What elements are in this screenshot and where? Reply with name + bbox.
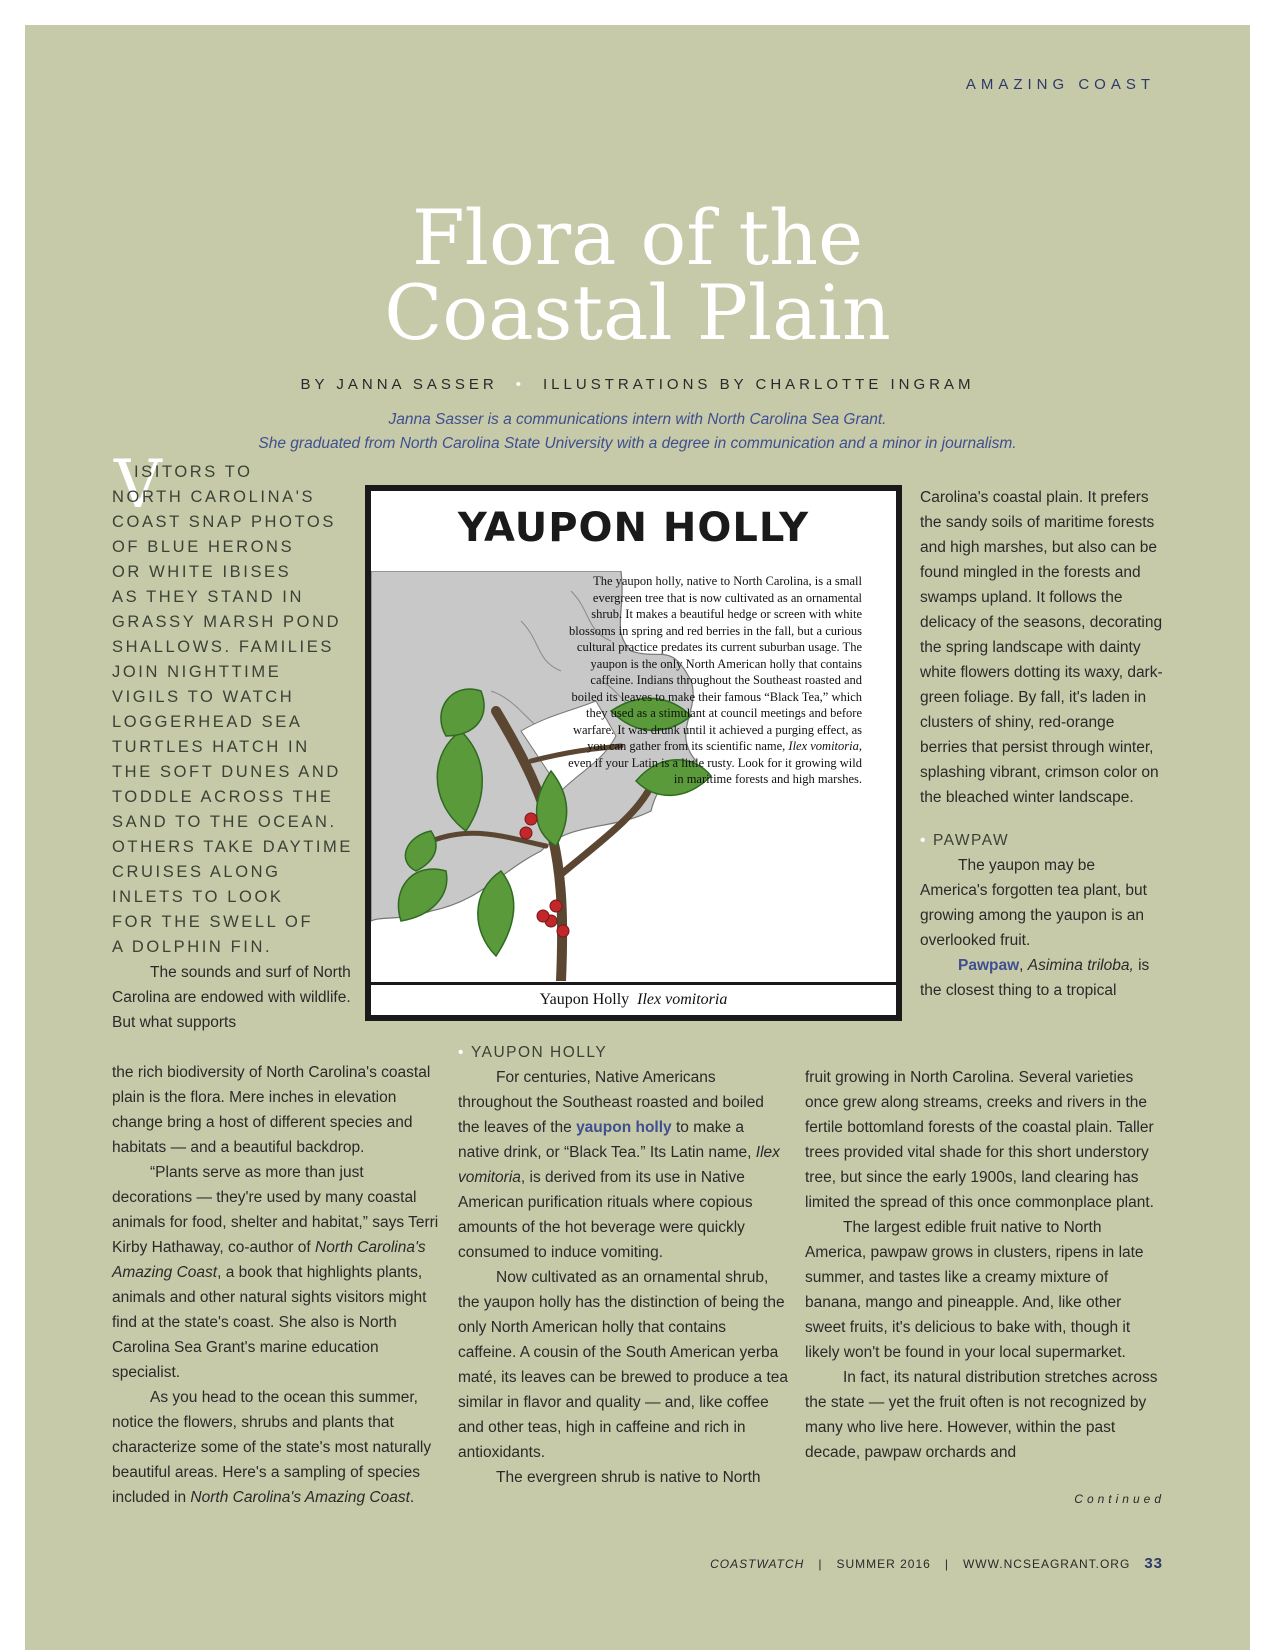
drop-cap: V — [114, 446, 162, 523]
text: For centuries, Native Americans throughout the Southeast roasted and boiled the leaves of the — [458, 1069, 764, 1136]
footer-separator: | — [818, 1557, 823, 1571]
col1-top — [112, 960, 352, 1035]
website-link[interactable]: WWW.NCSEAGRANT.ORG — [962, 1557, 1131, 1571]
col1-body — [112, 1060, 442, 1510]
col3-top — [920, 485, 1165, 1003]
subhead-yaupon-holly — [458, 1040, 788, 1065]
illustration-title: YAUPON HOLLY — [457, 505, 810, 551]
paragraph — [112, 1160, 442, 1385]
byline-separator: • — [515, 376, 526, 393]
paragraph: the rich biodiversity of North Carolina's coastal plain is the flora. Mere inches in elevation change bring a host of different species and habitats — and a beautiful backdrop. — [112, 1064, 431, 1156]
col3-body — [805, 1065, 1165, 1465]
page-number: 33 — [1144, 1555, 1163, 1572]
lead-line: FOR THE SWELL OF — [112, 913, 314, 931]
col2-body — [458, 1040, 788, 1490]
lead-line: NORTH CAROLINA'S — [112, 488, 316, 506]
yaupon-holly-link[interactable]: yaupon holly — [576, 1119, 672, 1136]
lead-line: JOIN NIGHTTIME — [112, 663, 282, 681]
author-note-line-2: She graduated from North Carolina State University with a degree in communication and a minor in journalism. — [258, 435, 1017, 452]
lead-line: AS THEY STAND IN — [112, 588, 304, 606]
text: As you head to the ocean this summer, notice the flowers, shrubs and plants that characterize some of the state's most naturally beautiful areas. Here's a sampling of species included in — [112, 1389, 432, 1506]
text: The yaupon holly, native to North Carolina, is a small evergreen tree that is now cultivated as an ornamental shrub. It makes a beautiful hedge or screen with white blossoms in spring and red berries in the fall, but a curious cultural practice predates its current suburban usage. The yaupon is the only North American holly that contains caffeine. Indians throughout the Southeast roasted and boiled its leaves to make their famous “Black Tea,” which they used as a stimulant at council meetings and before warfare. It was drunk until it achieved a purging effect, as you can gather from its scientific name, — [569, 574, 862, 753]
byline — [0, 376, 1275, 393]
text: , is derived from its use in Native American purification rituals where copious amounts of the hot beverage were quickly consumed to induce vomiting. — [458, 1169, 753, 1261]
book-title: North Carolina's Amazing Coast — [112, 1239, 426, 1281]
lead-line: SHALLOWS. FAMILIES — [112, 638, 334, 656]
bullet-icon: • — [920, 832, 927, 849]
text: “Plants serve as more than just decorations — they're used by many coastal animals for food, shelter and habitat,” says Terri Kirby Hathaway, co-author of — [112, 1164, 439, 1256]
title-line-2: Coastal Plain — [384, 268, 891, 357]
lead-line: COAST SNAP PHOTOS — [112, 513, 336, 531]
bullet-icon: • — [458, 1044, 465, 1061]
lead-line: LOGGERHEAD SEA — [112, 713, 303, 731]
lead-line: INLETS TO LOOK — [112, 888, 284, 906]
paragraph: fruit growing in North Carolina. Several varieties once grew along streams, creeks and rivers in the fertile bottomland forests of the coastal plain. Taller trees provided vital shade for this short understory tree, but since the early 1900s, land clearing has limited the spread of this once commonplace plant. — [805, 1069, 1154, 1211]
caption-common-name: Yaupon Holly — [539, 991, 630, 1008]
yaupon-holly-illustration — [365, 485, 902, 1021]
paragraph: Carolina's coastal plain. It prefers the sandy soils of maritime forests and high marshes, but also can be found mingled in the forests and swamps upland. It follows the delicacy of the seasons, decorating the spring landscape with dainty white flowers dotting its waxy, dark-green foliage. By fall, it's laden in clusters of shiny, red-orange berries that persist through winter, splashing vibrant, crimson color on the bleached winter landscape. — [920, 489, 1163, 806]
section-tag: AMAZING COAST — [965, 76, 1155, 93]
lead-line: TURTLES HATCH IN — [112, 738, 310, 756]
continued-label: Continued — [1074, 1492, 1165, 1506]
lead-paragraph — [112, 460, 352, 960]
lead-line: THE SOFT DUNES AND — [112, 763, 341, 781]
latin-name: Ilex vomitoria — [458, 1144, 780, 1186]
latin-name: Asimina triloba, — [1027, 957, 1134, 974]
lead-line: OR WHITE IBISES — [112, 563, 292, 581]
lead-line: GRASSY MARSH POND — [112, 613, 342, 631]
paragraph — [458, 1065, 788, 1265]
paragraph: The largest edible fruit native to North America, pawpaw grows in clusters, ripens in late summer, and tastes like a creamy mixture of banana, mango and pineapple. And, like other sweet fruits, it's delicious to bake with, though it likely won't be found in your local supermarket. — [805, 1219, 1144, 1361]
paragraph: The evergreen shrub is native to North — [496, 1469, 761, 1486]
illustration-panel — [371, 491, 896, 1015]
paragraph — [112, 1385, 442, 1510]
text: is — [1133, 957, 1150, 974]
illustration-caption — [371, 982, 896, 1015]
lead-line: A DOLPHIN FIN. — [112, 938, 273, 956]
paragraph: The yaupon may be America's forgotten tea plant, but growing among the yaupon is an overlooked fruit. — [920, 857, 1147, 949]
footer-separator: | — [944, 1557, 949, 1571]
lead-line: SAND TO THE OCEAN. — [112, 813, 337, 831]
subhead-text: PAWPAW — [932, 832, 1010, 849]
book-title: North Carolina's Amazing Coast — [190, 1489, 410, 1506]
lead-line: CRUISES ALONG — [112, 863, 281, 881]
paragraph: Now cultivated as an ornamental shrub, the yaupon holly has the distinction of being the only North American holly that contains caffeine. A cousin of the South American yerba maté, its leaves can be brewed to produce a tea similar in flavor and quality — and, like coffee and other teas, high in caffeine and rich in antioxidants. — [458, 1269, 789, 1461]
paragraph: In fact, its natural distribution stretches across the state — yet the fruit often is not recognized by many who live here. However, within the past decade, pawpaw orchards and — [805, 1369, 1158, 1461]
author-note-line-1: Janna Sasser is a communications intern with North Carolina Sea Grant. — [388, 411, 887, 428]
lead-line: ISITORS TO — [134, 463, 253, 481]
paragraph: the closest thing to a tropical — [920, 982, 1117, 999]
page-footer — [710, 1555, 1163, 1572]
caption-latin-name: Ilex vomitoria — [637, 991, 728, 1008]
lead-line: OF BLUE HERONS — [112, 538, 295, 556]
paragraph: The sounds and surf of North Carolina are endowed with wildlife. But what supports — [112, 964, 351, 1031]
text: . — [409, 1489, 415, 1506]
text: to make a native drink, or “Black Tea.” Its Latin name, — [458, 1119, 756, 1161]
byline-illustrator: ILLUSTRATIONS BY CHARLOTTE INGRAM — [543, 376, 975, 393]
illustration-text — [562, 573, 862, 788]
paragraph: Pawpaw, Asimina triloba, is — [958, 957, 1150, 974]
text: , even if your Latin is a little rusty. Look for it growing wild in maritime forests and high marshes. — [568, 739, 862, 786]
latin-name: Ilex vomitoria — [788, 739, 859, 753]
byline-author: BY JANNA SASSER — [300, 376, 498, 393]
lead-line: VIGILS TO WATCH — [112, 688, 295, 706]
issue-date: SUMMER 2016 — [836, 1557, 931, 1571]
text: , a book that highlights plants, animals and other natural sights visitors might find at the state's coast. She also is North Carolina Sea Grant's marine education specialist. — [112, 1264, 427, 1381]
subhead-pawpaw — [920, 828, 1165, 853]
subhead-text: YAUPON HOLLY — [470, 1044, 608, 1061]
pawpaw-link[interactable]: Pawpaw — [958, 957, 1020, 974]
title-line-1: Flora of the — [411, 193, 864, 282]
publication-name: COASTWATCH — [710, 1557, 805, 1571]
lead-line: TODDLE ACROSS THE — [112, 788, 334, 806]
lead-line: OTHERS TAKE DAYTIME — [112, 838, 354, 856]
